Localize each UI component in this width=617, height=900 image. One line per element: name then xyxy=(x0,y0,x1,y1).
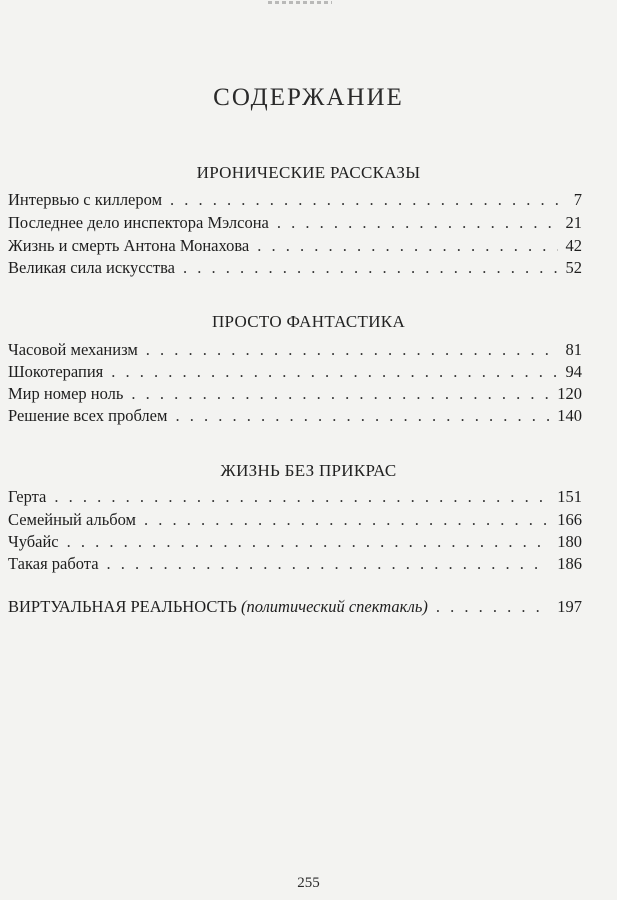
toc-entry-title: Великая сила искусства xyxy=(8,258,175,277)
toc-entry-title: Шокотерапия xyxy=(8,362,104,381)
toc-entry-page: 197 xyxy=(557,597,582,616)
toc-entry-page: 42 xyxy=(565,236,582,255)
dot-leader xyxy=(257,236,557,256)
toc-entry[interactable] xyxy=(8,384,582,406)
toc-entry-page: 166 xyxy=(557,510,582,529)
toc-entry-title: Решение всех проблем xyxy=(8,406,168,425)
final-entry-subtitle: (политический спектакль) xyxy=(241,597,428,616)
cropped-header-fragment xyxy=(268,0,332,6)
toc-entry-title: Интервью с киллером xyxy=(8,190,163,209)
toc-entry-virtual-reality[interactable] xyxy=(8,597,582,619)
section-heading-just-fantasy: ПРОСТО ФАНТАСТИКА xyxy=(211,312,406,331)
toc-entry[interactable] xyxy=(8,487,582,509)
dot-leader xyxy=(277,213,558,233)
toc-entry-page: 120 xyxy=(557,384,582,403)
page-number: 255 xyxy=(297,875,320,891)
dot-leader xyxy=(131,384,549,404)
toc-entry[interactable] xyxy=(8,510,582,532)
dot-leader xyxy=(144,510,549,530)
toc-entry-page: 180 xyxy=(557,532,582,551)
toc-entry[interactable] xyxy=(8,406,582,428)
dot-leader xyxy=(111,362,557,382)
toc-entry-title: Часовой механизм xyxy=(8,340,138,359)
toc-entry-title: Мир номер ноль xyxy=(8,384,124,403)
toc-entry-page: 81 xyxy=(565,340,582,359)
toc-entry-page: 21 xyxy=(565,213,582,232)
dot-leader xyxy=(436,597,549,617)
toc-entry-title: Семейный альбом xyxy=(8,510,136,529)
toc-entry-page: 52 xyxy=(565,258,582,277)
dot-leader xyxy=(183,258,558,278)
dot-leader xyxy=(175,406,549,426)
dot-leader xyxy=(54,487,549,507)
toc-entry[interactable] xyxy=(8,554,582,576)
toc-entry[interactable] xyxy=(8,236,582,258)
toc-entry-page: 140 xyxy=(557,406,582,425)
section-heading-life-without-embellishment: ЖИЗНЬ БЕЗ ПРИКРАС xyxy=(220,461,397,480)
toc-entry-title: Последнее дело инспектора Мэлсона xyxy=(8,213,269,232)
section-heading-ironic-stories: ИРОНИЧЕСКИЕ РАССКАЗЫ xyxy=(196,163,421,182)
toc-entry-title: Жизнь и смерть Антона Монахова xyxy=(8,236,250,255)
dot-leader xyxy=(170,190,566,210)
toc-entry[interactable] xyxy=(8,340,582,362)
toc-entry-title: Чубайс xyxy=(8,532,59,551)
toc-entry[interactable] xyxy=(8,362,582,384)
toc-entry-page: 151 xyxy=(557,487,582,506)
dot-leader xyxy=(67,532,550,552)
toc-entry-page: 7 xyxy=(573,190,582,209)
toc-entry-page: 94 xyxy=(565,362,582,381)
toc-entry[interactable] xyxy=(8,258,582,280)
toc-entry[interactable] xyxy=(8,213,582,235)
toc-entry-title: Герта xyxy=(8,487,47,506)
toc-entry[interactable] xyxy=(8,532,582,554)
dot-leader xyxy=(146,340,558,360)
toc-entry-title xyxy=(8,597,428,617)
toc-entry-title: Такая работа xyxy=(8,554,99,573)
page-title: СОДЕРЖАНИЕ xyxy=(213,84,404,111)
dot-leader xyxy=(107,554,550,574)
toc-entry[interactable] xyxy=(8,190,582,212)
toc-entry-page: 186 xyxy=(557,554,582,573)
final-entry-title: ВИРТУАЛЬНАЯ РЕАЛЬНОСТЬ xyxy=(8,597,237,616)
